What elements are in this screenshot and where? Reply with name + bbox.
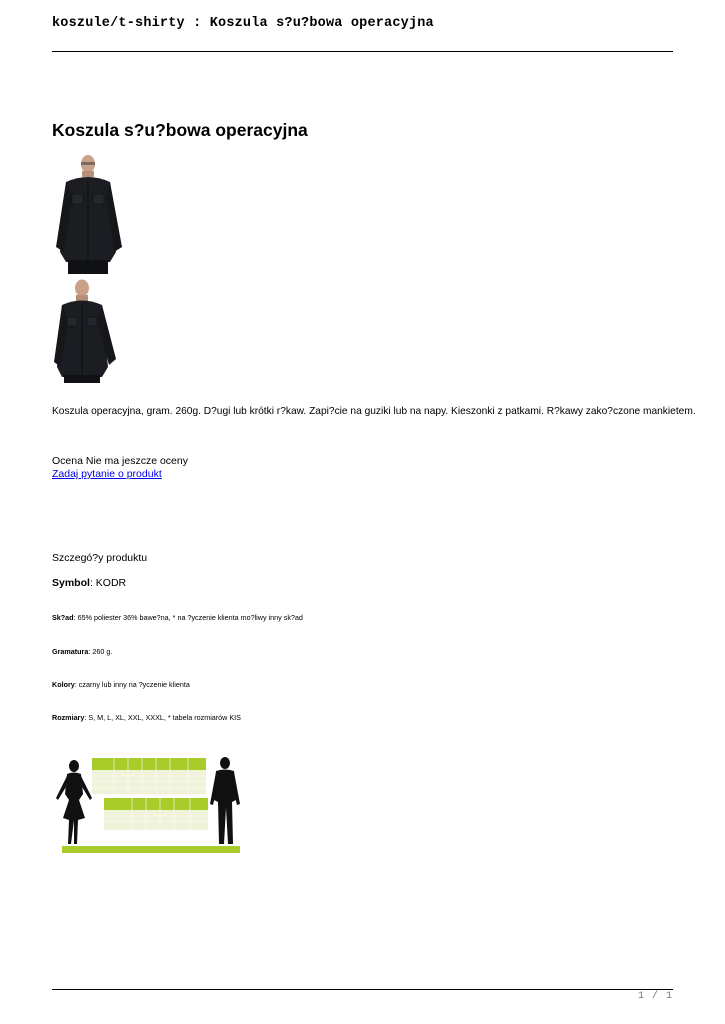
spec-rozmiary — [52, 713, 241, 722]
spec-kolory-label: Kolory — [52, 680, 75, 689]
size-chart-image — [52, 748, 242, 856]
rating-line — [52, 455, 188, 467]
spec-rozmiary-label: Rozmiary — [52, 713, 85, 722]
spec-kolory-value: : czarny lub inny na ?yczenie klienta — [74, 680, 190, 689]
spec-symbol-value: : KODR — [89, 577, 127, 589]
male-silhouette-icon — [210, 757, 240, 844]
spec-sklad — [52, 613, 303, 622]
spec-sklad-value: : 65% poliester 36% bawe?na, * na ?yczenie klienta mo?liwy inny sk?ad — [73, 613, 303, 622]
ask-question-link[interactable]: Zadaj pytanie o produkt — [52, 468, 162, 480]
product-photo-side — [52, 277, 120, 383]
document-header-title: koszule/t-shirty : Koszula s?u?bowa operacyjna — [52, 16, 434, 31]
rating-value: Nie ma jeszcze oceny — [85, 455, 188, 467]
spec-symbol — [52, 577, 126, 589]
header-divider — [52, 51, 673, 52]
spec-symbol-label: Symbol — [52, 577, 90, 589]
spec-gramatura-value: : 260 g. — [88, 647, 113, 656]
product-title: Koszula s?u?bowa operacyjna — [52, 120, 308, 140]
page-number: 1 / 1 — [637, 991, 673, 1002]
product-photo-front — [52, 152, 128, 274]
details-title: Szczegó?y produktu — [52, 552, 148, 564]
female-silhouette-icon — [56, 760, 92, 844]
spec-sklad-label: Sk?ad — [52, 613, 74, 622]
spec-kolory — [52, 680, 190, 689]
spec-rozmiary-value: : S, M, L, XL, XXL, XXXL, * tabela rozmiarów KIS — [84, 713, 241, 722]
footer-divider — [52, 989, 673, 990]
spec-gramatura-label: Gramatura — [52, 647, 89, 656]
spec-gramatura — [52, 647, 112, 656]
rating-label: Ocena — [52, 455, 83, 467]
product-description: Koszula operacyjna, gram. 260g. D?ugi lub krótki r?kaw. Zapi?cie na guziki lub na napy. Kieszonki z patkami. R?kawy zako?czone mankietem. — [52, 406, 696, 417]
